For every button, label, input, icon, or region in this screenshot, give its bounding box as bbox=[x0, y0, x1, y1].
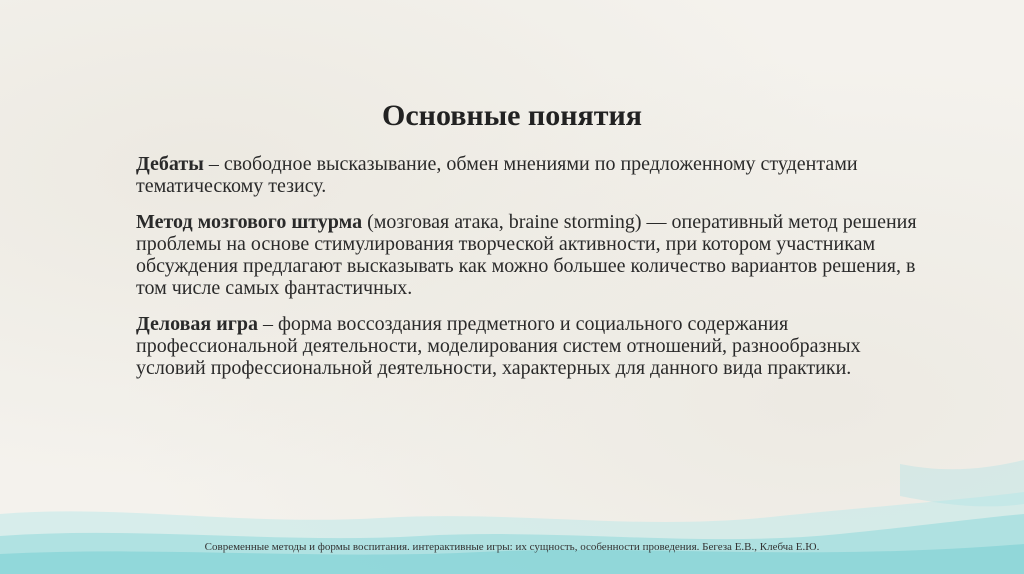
definitions-list bbox=[136, 153, 926, 393]
watercolor-decoration bbox=[0, 444, 1024, 574]
definition-brainstorming-text: (мозговая атака, braine storming) — оперативный метод решения проблемы на основе стимулирования творческой активности, при котором участникам обсуждения предлагают высказывать как можно большее количество вариантов решения, в том числе самых фантастичных. bbox=[136, 211, 917, 299]
term-debates: Дебаты bbox=[136, 153, 204, 175]
slide-footer: Современные методы и формы воспитания. интерактивные игры: их сущность, особенности проведения. Бегеза Е.В., Клебча Е.Ю. bbox=[204, 541, 820, 553]
definition-business-game-text: – форма воссоздания предметного и социального содержания профессиональной деятельности, моделирования систем отношений, разнообразных условий профессиональной деятельности, характерных для данного вида практики. bbox=[136, 313, 861, 379]
definition-debates-text: – свободное высказывание, обмен мнениями по предложенному студентами тематическому тезису. bbox=[136, 153, 858, 197]
term-business-game: Деловая игра bbox=[136, 313, 258, 335]
definition-debates bbox=[136, 153, 926, 197]
definition-business-game bbox=[136, 313, 926, 379]
slide-title: Основные понятия bbox=[382, 99, 642, 132]
definition-brainstorming bbox=[136, 211, 926, 299]
term-brainstorming: Метод мозгового штурма bbox=[136, 211, 363, 233]
